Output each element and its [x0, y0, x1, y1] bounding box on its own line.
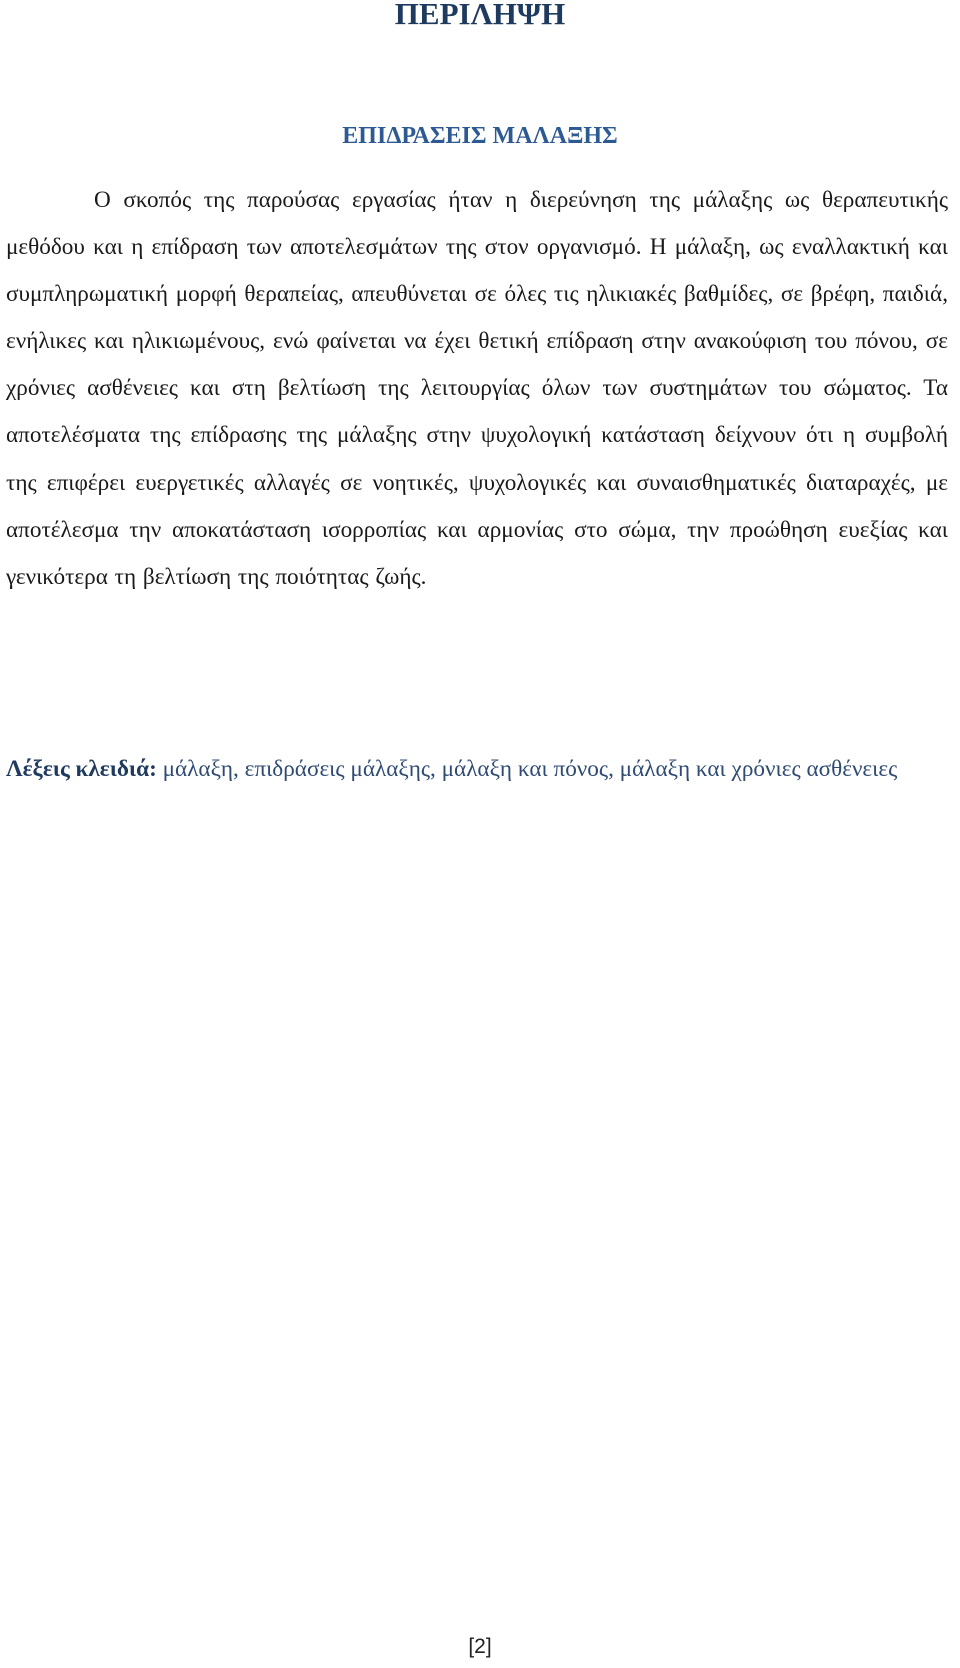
- keywords-list: μάλαξη, επιδράσεις μάλαξης, μάλαξη και πόνος, μάλαξη και χρόνιες ασθένειες: [162, 756, 898, 782]
- page-number: [2]: [468, 1635, 492, 1658]
- keywords-label: Λέξεις κλειδιά:: [6, 756, 157, 782]
- page-title: ΠΕΡΙΛΗΨΗ: [394, 0, 566, 31]
- abstract-paragraph: Ο σκοπός της παρούσας εργασίας ήταν η διερεύνηση της μάλαξης ως θεραπευτικής μεθόδου και η επίδραση των αποτελεσμάτων της στον οργανισμό. Η μάλαξη, ως εναλλακτική και συμπληρωματική μορφή θεραπείας, απευθύνεται σε όλες τις ηλικιακές βαθμίδες, σε βρέφη, παιδιά, ενήλικες και ηλικιωμένους, ενώ φαίνεται να έχει θετική επίδραση στην ανακούφιση του πόνου, σε χρόνιες ασθένειες και στη βελτίωση της λειτουργίας όλων των συστημάτων του σώματος. Τα αποτελέσματα της επίδρασης της μάλαξης στην ψυχολογική κατάσταση δείχνουν ότι η συμβολή της επιφέρει ευεργετικές αλλαγές σε νοητικές, ψυχολογικές και συναισθηματικές διαταραχές, με αποτέλεσμα την αποκατάσταση ισορροπίας και αρμονίας στο σώμα, την προώθηση ευεξίας και γενικότερα τη βελτίωση της ποιότητας ζωής.: [6, 187, 948, 590]
- section-subtitle: ΕΠΙΔΡΑΣΕΙΣ ΜΑΛΑΞΗΣ: [342, 123, 618, 149]
- keywords-line: [6, 746, 948, 792]
